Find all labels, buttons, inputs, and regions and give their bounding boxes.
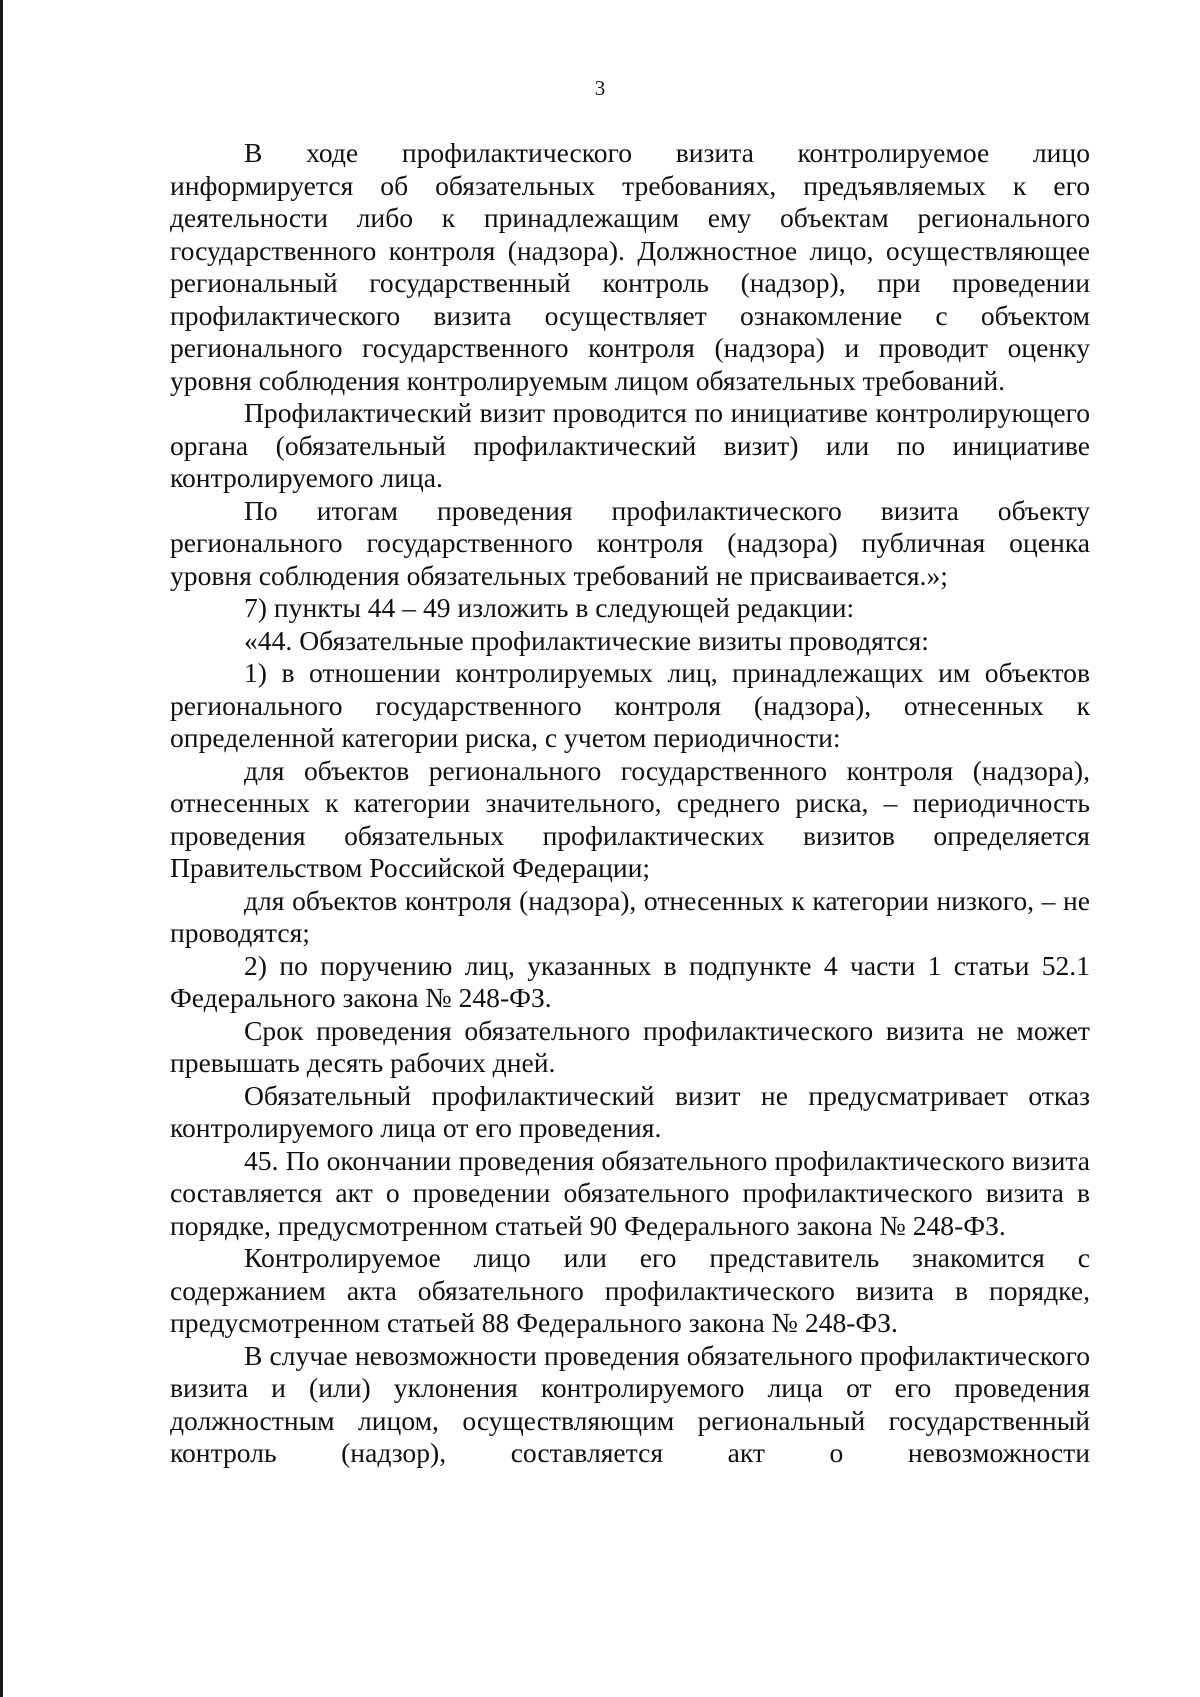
- scan-left-edge: [0, 0, 3, 1697]
- paragraph: Профилактический визит проводится по инициативе контролирующего органа (обязательный профилактический визит) или по инициативе контролируемого лица.: [170, 397, 1090, 493]
- paragraph: В ходе профилактического визита контролируемое лицо информируется об обязательных требованиях, предъявляемых к его деятельности либо к принадлежащим ему объектам регионального государственного контроля (надзора). Должностное лицо, осуществляющее региональный государственный контроль (надзор), при проведении профилактического визита осуществляет ознакомление с объектом регионального государственного контроля (надзора) и проводит оценку уровня соблюдения контролируемым лицом обязательных требований.: [170, 137, 1090, 396]
- paragraph: По итогам проведения профилактического визита объекту регионального государственного контроля (надзора) публичная оценка уровня соблюдения обязательных требований не присваивается.»;: [170, 494, 1090, 591]
- paragraph: 7) пункты 44 – 49 изложить в следующей редакции:: [244, 592, 855, 623]
- paragraph: Срок проведения обязательного профилактического визита не может превышать десять рабочих дней.: [170, 1014, 1090, 1078]
- paragraph: «44. Обязательные профилактические визиты проводятся:: [244, 624, 929, 656]
- paragraph: 45. По окончании проведения обязательного профилактического визита составляется акт о проведении обязательного профилактического визита в порядке, предусмотренном статьей 90 Федерального закона № 248-ФЗ.: [170, 1144, 1090, 1241]
- page-number: 3: [594, 76, 606, 100]
- paragraph: для объектов контроля (надзора), отнесенных к категории низкого, – не проводятся;: [170, 884, 1090, 948]
- paragraph: Контролируемое лицо или его представитель знакомится с содержанием акта обязательного профилактического визита в порядке, предусмотренном статьей 88 Федерального закона № 248-ФЗ.: [170, 1242, 1090, 1338]
- paragraph: для объектов регионального государственного контроля (надзора), отнесенных к категории значительного, среднего риска, – периодичность проведения обязательных профилактических визитов определяется Правительством Российской Федерации;: [170, 754, 1090, 883]
- document-body: [170, 137, 1090, 1470]
- paragraph: 2) по поручению лиц, указанных в подпункте 4 части 1 статьи 52.1 Федерального закона № 248-ФЗ.: [170, 949, 1090, 1013]
- paragraph: В случае невозможности проведения обязательного профилактического визита и (или) уклонения контролируемого лица от его проведения должностным лицом, осуществляющим региональный государственный контроль (надзор), составляется акт о невозможности: [170, 1339, 1090, 1468]
- paragraph: 1) в отношении контролируемых лиц, принадлежащих им объектов регионального государственного контроля (надзора), отнесенных к определенной категории риска, с учетом периодичности:: [170, 657, 1090, 753]
- paragraph: Обязательный профилактический визит не предусматривает отказ контролируемого лица от его проведения.: [170, 1079, 1090, 1143]
